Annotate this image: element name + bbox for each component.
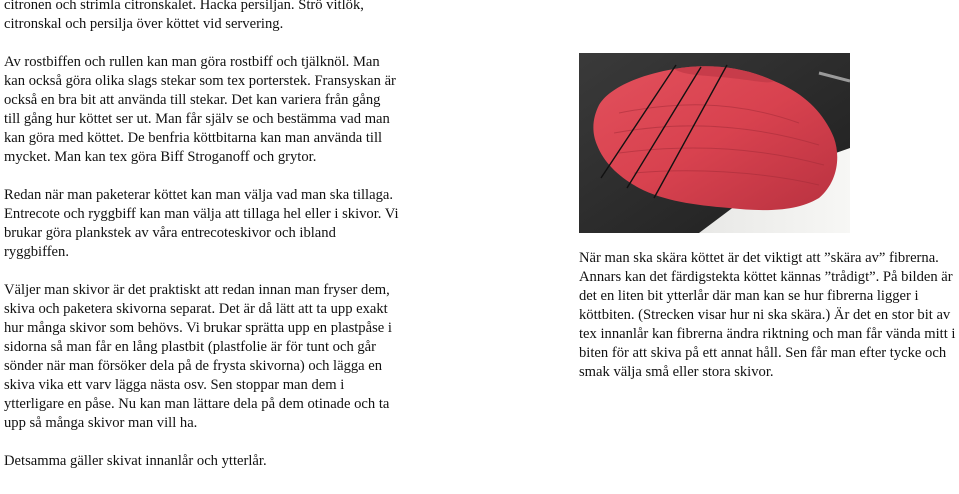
paragraph-serving: citronen och strimla citronskalet. Hacka persiljan. Strö vitlök, citronskal och persilja över köttet vid servering. — [4, 0, 364, 32]
left-text-column — [4, 0, 399, 471]
photo-caption: När man ska skära köttet är det viktigt att ”skära av” fibrerna. Annars kan det färdigstekta köttet kännas ”trådigt”. På bilden är det en liten bit ytterlår där man kan se hur fibrerna ligger i köttbiten. (Strecken visar hur ni ska skära.) Är det en stor bit av tex innanlår kan fibrerna ändra riktning och man får vända mitt i biten för att skiva på ett annat håll. Sen får man efter tycke och smak välja små eller stora skivor. — [579, 250, 956, 380]
beef-illustration — [579, 53, 850, 233]
paragraph-same-applies: Detsamma gäller skivat innanlår och ytterlår. — [4, 453, 267, 469]
beef-photo — [579, 53, 850, 233]
paragraph-packaging: Redan när man paketerar köttet kan man välja vad man ska tillaga. Entrecote och ryggbiff kan man välja att tillaga hel eller i skivor. Vi brukar göra plankstek av våra entrecoteskivor och ibland ryggbiffen. — [4, 187, 399, 260]
paragraph-freezing-slices: Väljer man skivor är det praktiskt att redan innan man fryser dem, skiva och paketera skivorna separat. Det är då lätt att ta upp exakt hur många skivor som behövs. Vi brukar sprätta upp en plastpåse i sidorna så man får en lång plastbit (plastfolie är för tunt och går sönder när man försöker dela på de frysta skivorna) och lägga en skiva vika ett varv lägga nästa osv. Sen stoppar man dem i ytterligare en påse. Nu kan man lättare dela på dem otinade och ta upp så många skivor man vill ha. — [4, 282, 392, 431]
paragraph-roast-cuts: Av rostbiffen och rullen kan man göra rostbiff och tjälknöl. Man kan också göra olika slags stekar som tex porterstek. Fransyskan är också en bra bit att använda till stekar. Det kan variera från gång till gång hur köttet ser ut. Man får själv se och bestämma vad man kan göra med köttet. De benfria köttbitarna kan man använda till mycket. Man kan tex göra Biff Stroganoff och grytor. — [4, 54, 396, 165]
right-text-column — [579, 249, 959, 382]
